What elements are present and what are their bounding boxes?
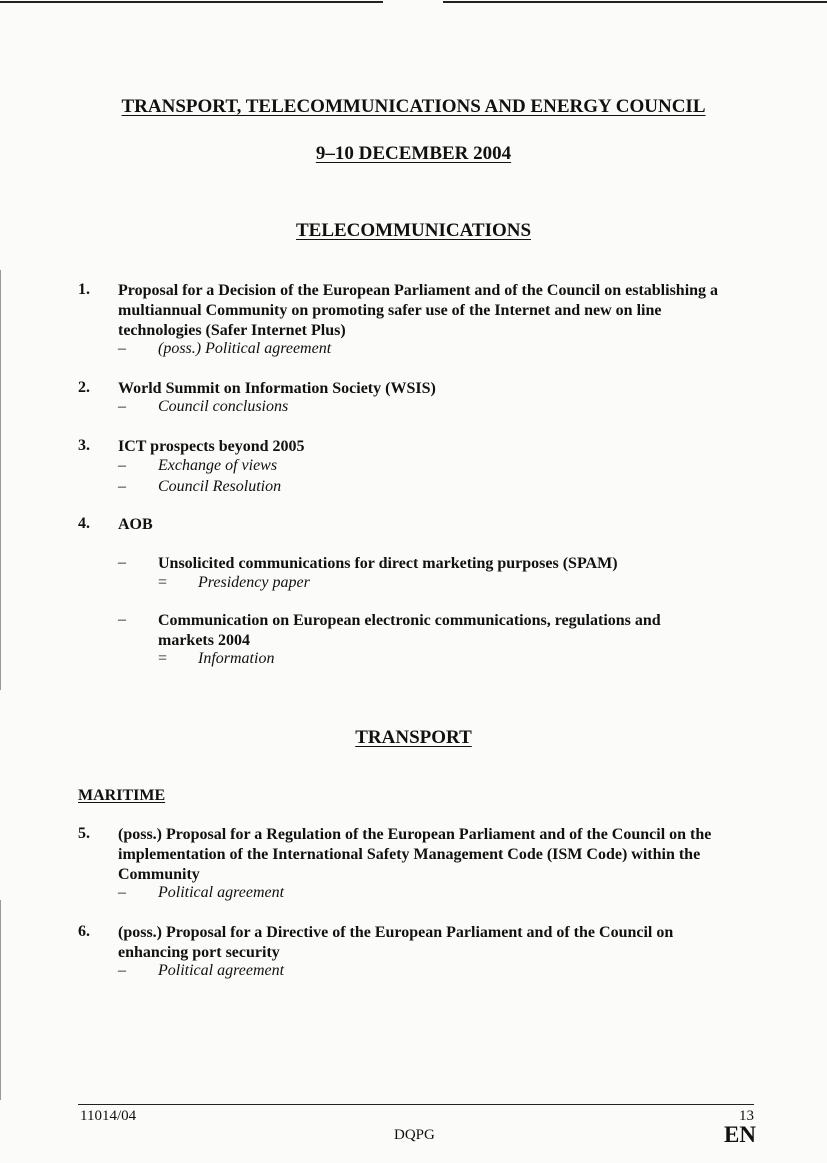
item-title: Proposal for a Decision of the European Parliament and of the Council on establishing a multiannual Community on promoting safer use of the Internet and new on line technologies (Safer Internet Plus) — [118, 282, 719, 339]
scan-left-edge-lower — [0, 900, 1, 1100]
scan-left-edge — [0, 270, 1, 690]
dash-bullet: – — [118, 962, 126, 979]
item-number: 2. — [78, 379, 90, 396]
aob-title: Unsolicited communications for direct marketing purposes (SPAM) — [158, 555, 618, 572]
scan-top-line-left — [0, 1, 383, 3]
dash-bullet: – — [118, 340, 126, 357]
equals-bullet: = — [158, 650, 168, 667]
item-title: (poss.) Proposal for a Directive of the European Parliament and of the Council on enhancing port security — [118, 924, 674, 961]
telecom-heading: TELECOMMUNICATIONS — [295, 220, 532, 241]
transport-heading: TRANSPORT — [355, 727, 472, 748]
aob-note: Information — [198, 650, 275, 667]
page-number: 13 — [739, 1108, 754, 1124]
dash-bullet: – — [118, 478, 126, 495]
item-subpoint: Council Resolution — [158, 478, 282, 495]
doc-reference: 11014/04 — [80, 1108, 137, 1124]
meeting-date: 9–10 DECEMBER 2004 — [315, 143, 512, 164]
dash-bullet: – — [118, 611, 126, 628]
department-code: DQPG — [394, 1127, 435, 1143]
dash-bullet: – — [118, 554, 126, 571]
item-title: AOB — [118, 516, 153, 533]
language-code: EN — [724, 1122, 756, 1147]
item-title: World Summit on Information Society (WSIS) — [118, 380, 436, 397]
item-number: 1. — [78, 281, 90, 298]
item-number: 3. — [78, 437, 90, 454]
section-maritime: MARITIME — [78, 787, 166, 804]
item-subpoint: (poss.) Political agreement — [158, 340, 332, 357]
footer-rule — [78, 1104, 754, 1105]
aob-title: Communication on European electronic communications, regulations and markets 2004 — [158, 612, 661, 649]
item-title: ICT prospects beyond 2005 — [118, 438, 305, 455]
item-subpoint: Council conclusions — [158, 398, 289, 415]
item-subpoint: Political agreement — [158, 884, 285, 901]
dash-bullet: – — [118, 398, 126, 415]
item-number: 5. — [78, 825, 90, 842]
dash-bullet: – — [118, 884, 126, 901]
item-number: 6. — [78, 923, 90, 940]
item-subpoint: Exchange of views — [158, 457, 278, 474]
item-subpoint: Political agreement — [158, 962, 285, 979]
item-title: (poss.) Proposal for a Regulation of the European Parliament and of the Council on the implementation of the International Safety Management Code (ISM Code) within the Community — [118, 826, 712, 883]
dash-bullet: – — [118, 457, 126, 474]
scan-top-line-right — [443, 1, 827, 3]
aob-note: Presidency paper — [198, 574, 310, 591]
item-number: 4. — [78, 515, 90, 532]
equals-bullet: = — [158, 574, 168, 591]
council-title: TRANSPORT, TELECOMMUNICATIONS AND ENERGY COUNCIL — [121, 96, 706, 117]
